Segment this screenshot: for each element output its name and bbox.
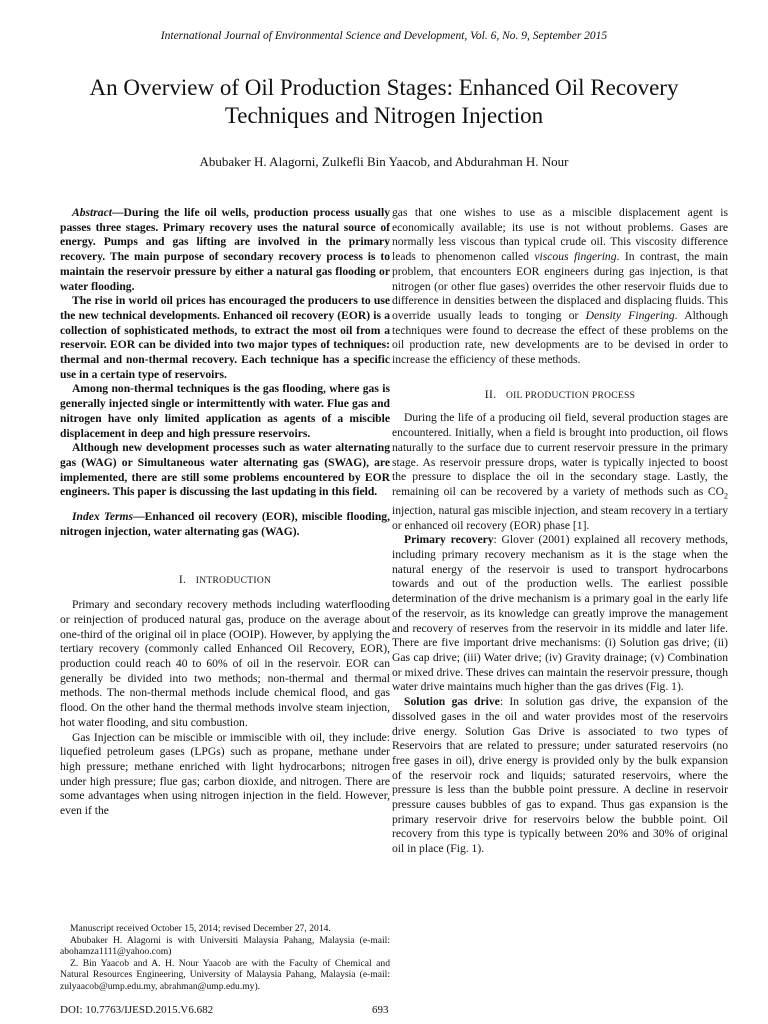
page-number: 693 (372, 1004, 389, 1016)
index-terms-text: —Enhanced oil recovery (EOR), miscible flooding, nitrogen injection, water alternating gas (WAG). (60, 510, 390, 538)
abstract-label: Abstract (72, 206, 112, 219)
paper-title: An Overview of Oil Production Stages: Enhanced Oil Recovery Techniques and Nitrogen Injection (89, 75, 679, 128)
doi: DOI: 10.7763/IJESD.2015.V6.682 (60, 1004, 214, 1016)
index-terms (60, 510, 390, 539)
left-column (60, 206, 390, 819)
intro-p1: Primary and secondary recovery methods including waterflooding or reinjection of produced natural gas, produce on the average about one-third of the original oil in place (OOIP). However, by applying the tertiary recovery (commonly called Enhanced Oil Recovery, EOR), production could reach 40 to 60% of oil in the reservoir. EOR can generally be divided into two methods; non-thermal and thermal methods. The non-thermal methods include chemical flood, and gas flood. On the other hand the thermal methods involve steam injection, hot water flooding, and situ combustion. (60, 598, 390, 729)
production-p1: During the life of a producing oil field, several production stages are encountered. Initially, when a field is brought into production, oil flows naturally to the surface due to current reservoir pressure in the primary stage. As reservoir pressure drops, water is typically injected to boost the pressure to displace the oil in the secondary stage. Lastly, the remaining oil can be recovered by a variety of methods such as $CO_2$ injection, natural gas miscible injection, and steam recovery in a tertiary or enhanced oil recovery (EOR) phase [1]. (392, 411, 728, 532)
footnote-received: Manuscript received October 15, 2014; revised December 27, 2014. (70, 923, 331, 934)
footnote-author1: Abubaker H. Alagorni is with Universiti Malaysia Pahang, Malaysia (e-mail: abohamza1111@yahoo.com) (60, 934, 390, 958)
abstract (60, 206, 390, 500)
abstract-p1: —During the life oil wells, production process usually passes three stages. Primary recovery uses the natural source of energy. Pumps and gas lifting are involved in the primary recovery. The main purpose of secondary recovery process is to maintain the reservoir pressure by either a natural gas flooding or water flooding. (60, 206, 390, 293)
footnote-author2: Z. Bin Yaacob and A. H. Nour Yaacob are with the Faculty of Chemical and Natural Resources Engineering, University of Malaysia Pahang, Malaysia (e-mail: zulyaacob@ump.edu.my, abrahman@ump.edu.my). (60, 957, 390, 992)
abstract-p4: Although new development processes such as water alternating gas (WAG) or Simultaneous water alternating gas (SWAG), are implemented, there are still some problems encountered by EOR engineers. This paper is discussing the last updating in this field. (60, 441, 390, 499)
production-p2: Primary recovery: Glover (2001) explained all recovery methods, including primary recovery mechanism as it is the stage when the natural energy of the reservoir is used to transport hydrocarbons towards and out of the production wells. The earliest possible determination of the drive mechanism is a primary goal in the early life of the reservoir, as its knowledge can greatly improve the management and recovery of reserves from the reservoir in its middle and later life. There are five important drive mechanisms: (i) Solution gas drive; (ii) Gas cap drive; (iii) Water drive; (iv) Gravity drainage; (v) Combination or mixed drive. These drives can maintain the reservoir pressure, though water drive maintains much higher than the gas drives (Fig. 1). (392, 533, 728, 694)
production-p3: Solution gas drive: In solution gas drive, the expansion of the dissolved gases in the oil and water provides most of the reservoirs drive energy. Solution Gas Drive is associated to two types of Reservoirs that are related to pressure; under saturated reservoirs (no free gases in oil), drive energy is provided only by the bulk expansion of the reservoir rock and liquids; saturated reservoirs, where the pressure is less than the bubble point pressure. A decline in reservoir pressure causes bubbles of gas to expand. Thus gas expansion is the primary reservoir drive for reservoirs below the bubble point. Oil recovery from this type is typically between 20% and 30% of original oil in place (Fig. 1). (392, 695, 728, 856)
index-terms-label: Index Terms (72, 510, 134, 524)
section-heading-introduction: I. INTRODUCTION (178, 573, 272, 587)
section-heading-oil-production: II. OIL PRODUCTION PROCESS (484, 387, 636, 401)
right-column (392, 206, 728, 857)
abstract-p2: The rise in world oil prices has encouraged the producers to use the new technical developments. Enhanced oil recovery (EOR) is a collection of sophisticated methods, to extract the most oil from a reservoir. EOR can be divided into two major types of techniques: thermal and non-thermal recovery. Each technique has a specific use in a certain type of reservoirs. (60, 294, 390, 381)
intro-p2: Gas Injection can be miscible or immiscible with oil, they include: liquefied petroleum gases (LPGs) such as propane, methane under high pressure; methane enriched with light hydrocarbons; nitrogen under high pressure; flue gas; carbon dioxide, and nitrogen. There are some advantages when using nitrogen injection in the field. However, even if the (60, 730, 390, 818)
footnotes (60, 923, 390, 993)
abstract-p3: Among non-thermal techniques is the gas flooding, where gas is generally injected single or intermittently with water. Flue gas and nitrogen have only limited application as agents of a miscible displacement in deep and high pressure reservoirs. (60, 382, 390, 440)
intro-continued: gas that one wishes to use as a miscible displacement agent is economically available; its use is not without problems. Gases are normally less viscous than typical crude oil. This viscosity difference leads to phenomenon called viscous fingering. In contrast, the main problem, that encounters EOR engineers during gas injection, is that nitrogen (or other flue gases) overrides the other reservoir fluids due to difference in densities between the displaced and displacing fluids. This override usually leads to tonging or Density Fingering. Although techniques were found to decrease the effect of these problems on the oil production rate, new developments are to be devised in order to increase the efficiency of these methods. (392, 206, 728, 367)
author-list: Abubaker H. Alagorni, Zulkefli Bin Yaacob, and Abdurahman H. Nour (199, 154, 569, 169)
journal-header: International Journal of Environmental Science and Development, Vol. 6, No. 9, September 2015 (160, 30, 608, 42)
